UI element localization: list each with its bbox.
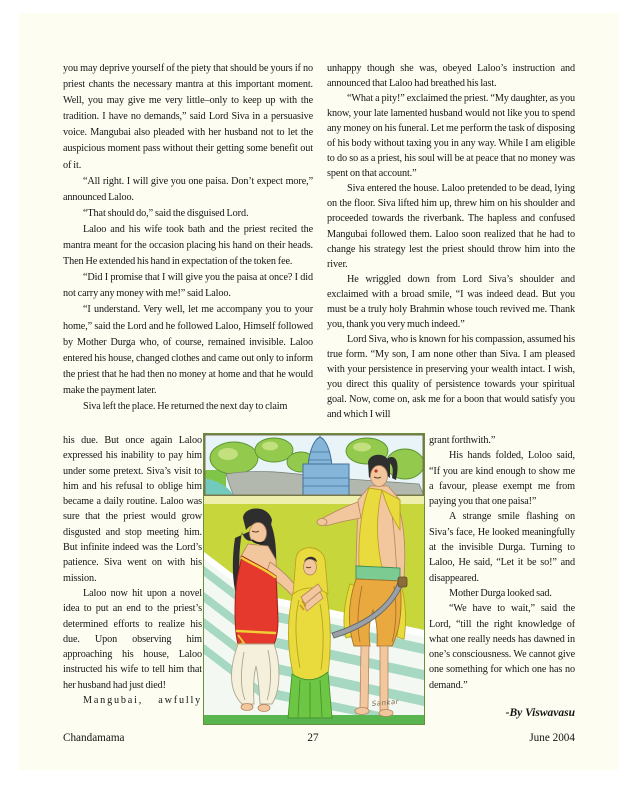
left-column-upper-text [63, 61, 313, 415]
story-paragraph: Mangubai, awfully [83, 695, 202, 707]
story-paragraph: Lord Siva, who is known for his compassion, assumed his true form. “My son, I am none other than Siva. I am pleased with your persistence in preserving your wealth intact. I wish, you direct this quality of persistence towards your spiritual goal. Now, come on, ask me for a boon that would satisfy you and which I will [327, 333, 575, 421]
story-paragraph: you may deprive yourself of the piety that should be yours if no priest chants the necessary mantra at this important moment. Well, you may give me very little–only to keep up with the tradition. I have no demands,” said Lord Siva in a persuasive voice. Mangubai also pleaded with her husband not to let the auspicious moment pass without their getting some benefit out of it. [63, 63, 313, 171]
story-paragraph: Mother Durga looked sad. [449, 587, 552, 599]
story-illustration [203, 433, 425, 725]
story-paragraph: “We have to wait,” said the Lord, “till the right knowledge of what one really needs has dawned in one’s consciousness. We cannot give one something for which one has no demand.” [429, 603, 575, 691]
story-paragraph: Laloo and his wife took bath and the priest recited the mantra meant for the occasion placing his hand on their heads. Then He extended his hand in expectation of the token fee. [63, 223, 313, 268]
illustration-woman-mangubai [288, 548, 332, 718]
story-paragraph: Laloo now hit upon a novel idea to put an end to the priest’s determined efforts to realize his due. Upon observing him approaching his house, Laloo instructed his wife to tell him that her husband had just died! [63, 587, 202, 691]
story-paragraph: “Did I promise that I will give you the paisa at once? I did not carry any money with me!” said Laloo. [63, 272, 313, 300]
story-paragraph: unhappy though she was, obeyed Laloo’s instruction and announced that Laloo had breathed his last. [327, 63, 575, 90]
story-paragraph: His hands folded, Loloo said, “If you are kind enough to show me a favour, please exempt me from paying you that one paisa!” [429, 450, 575, 508]
story-paragraph: Siva left the place. He returned the next day to claim [83, 400, 288, 412]
footer-page-number: 27 [307, 732, 319, 744]
right-column-wrap-text [429, 433, 575, 693]
story-paragraph: Siva entered the house. Laloo pretended to be dead, lying on the floor. Siva lifted him up, threw him on his shoulder and proceeded towards the riverbank. The hapless and confused Mangubai followed them. Laloo soon realized that he had to change his strategy lest the priest should throw him into the river. [327, 183, 575, 270]
story-paragraph: “I understand. Very well, let me accompany you to your home,” said the Lord and he followed Laloo, Himself followed by Mother Durga who, of course, remained invisible. Laloo entered his house, changed clothes and came out only to inform the priest that he had then no money at home and that he would make the payment later. [63, 304, 313, 396]
illustration-signature: Sankar [371, 697, 400, 708]
footer-issue-date: June 2004 [529, 732, 575, 744]
story-paragraph: A strange smile flashing on Siva’s face, He looked meaningfully at the invisible Durga. Turning to Laloo, He said, “Let it be so!” and disappeared. [429, 511, 575, 584]
story-paragraph: his due. But once again Laloo expressed his inability to pay him under some pretext. Siva’s visit to him and his refusal to oblige him became a daily routine. Laloo was sure that the priest would grow disgusted and stop meeting him. But infinite indeed was the Lord’s patience. Siva went on with his mission. [63, 435, 202, 584]
illustration-scene [204, 434, 424, 724]
footer-journal-name: Chandamama [63, 732, 125, 744]
story-byline: -By Viswavasu [505, 707, 575, 719]
story-paragraph: grant forthwith.” [429, 435, 496, 446]
story-paragraph: He wriggled down from Lord Siva’s shoulder and exclaimed with a broad smile, “I was indeed dead. But you must be a truly holy Brahmin whose touch revived me. Thank you, thank you very much indeed.” [327, 273, 575, 330]
right-column-upper-text [327, 61, 575, 422]
story-paragraph: “That should do,” said the disguised Lord. [83, 207, 249, 219]
story-paragraph: “What a pity!” exclaimed the priest. “My daughter, as you know, your late lamented husband would not like you to spend any money on his funeral. Let me perform the task of disposing of his body without taxing you in any way. While I am eligible to do so as a priest, his soul will be at peace that no money was spent on that account.” [327, 93, 575, 180]
left-column-wrap-text [63, 433, 202, 708]
story-page [19, 13, 619, 770]
story-paragraph: “All right. I will give you one paisa. Don’t expect more,” announced Laloo. [63, 175, 313, 203]
illustration-landscape-painting [204, 434, 424, 496]
